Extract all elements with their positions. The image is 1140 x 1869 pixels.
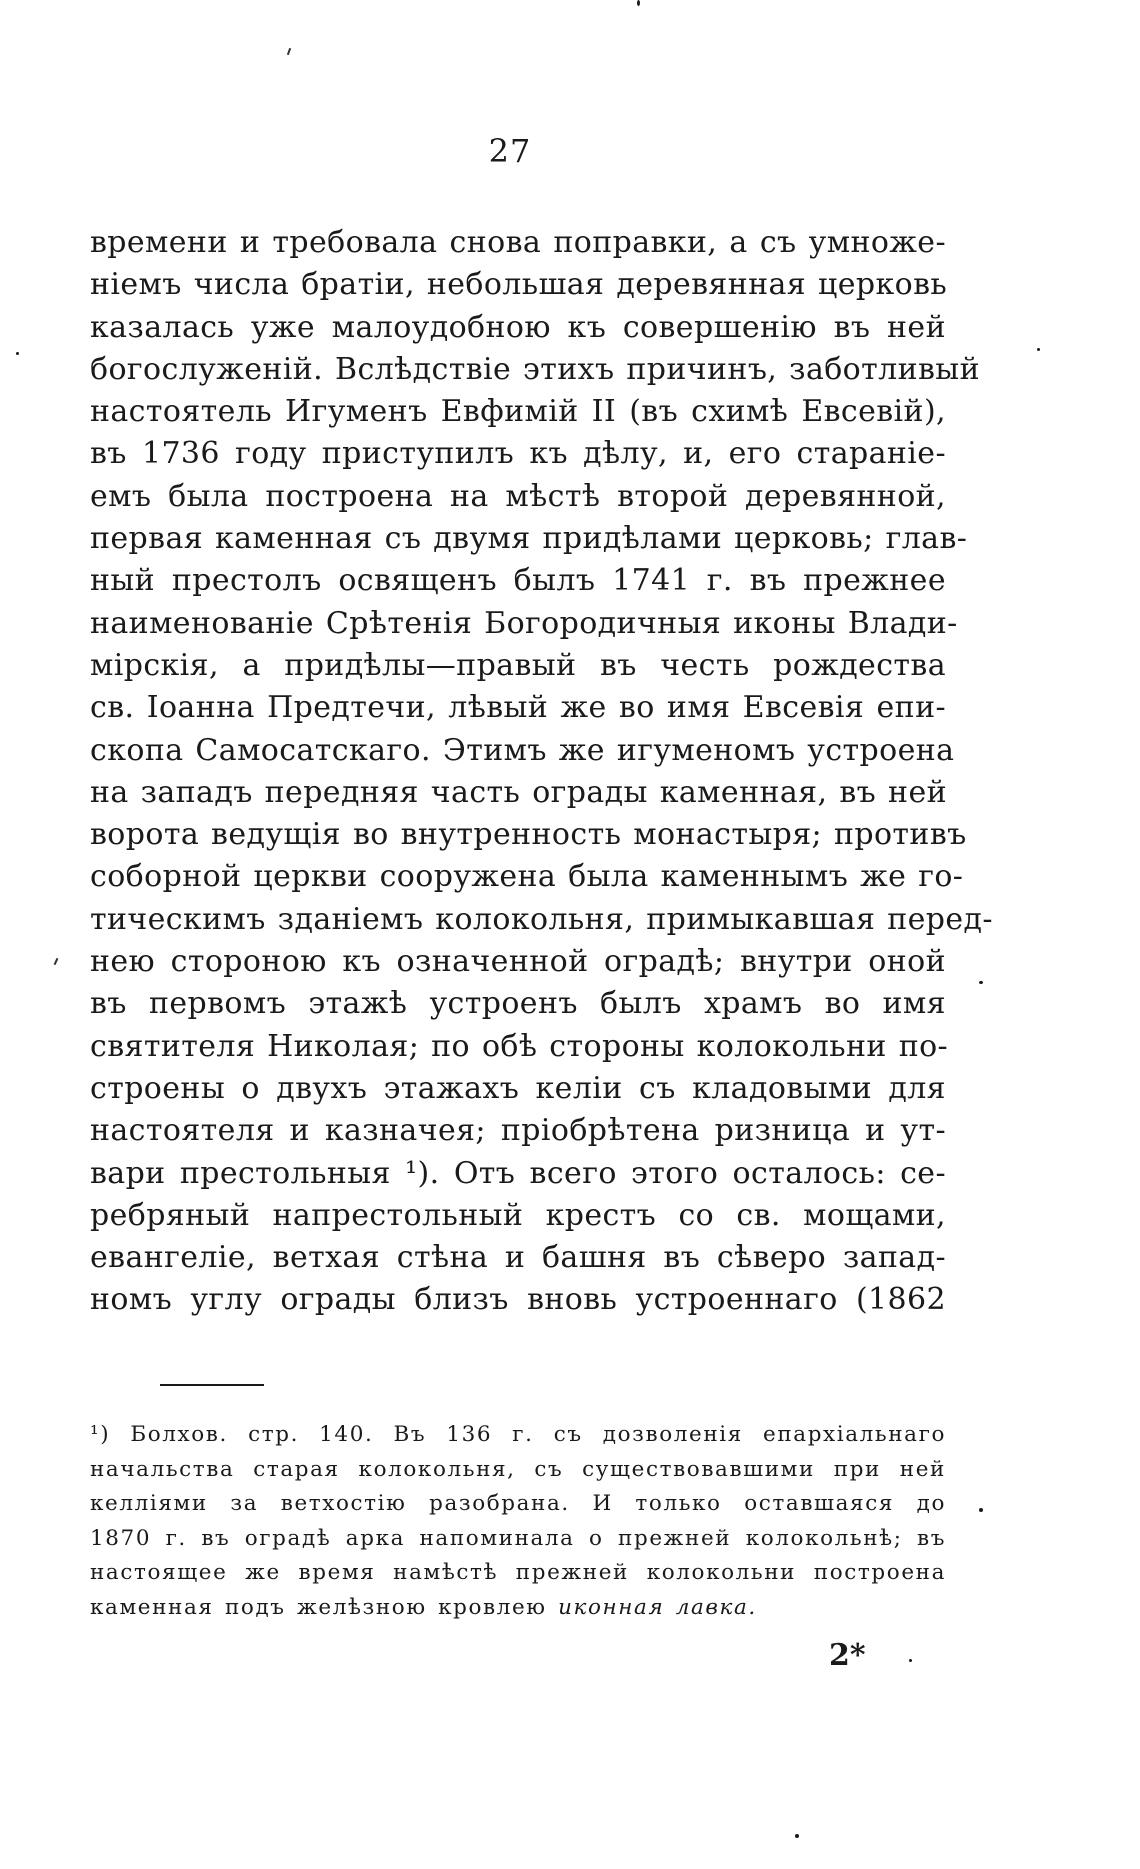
- body-text: [90, 222, 993, 1322]
- footnote-line: келліями за ветхостію разобрана. И только оставшаяся до: [90, 1491, 946, 1516]
- footnote-last-line-text: каменная подъ желѣзною кровлею: [90, 1594, 547, 1620]
- scan-speck: [287, 48, 291, 55]
- scan-speck: [637, 0, 640, 6]
- footnote-line: настоящее же время намѣстѣ прежней колокольни построена: [90, 1560, 946, 1585]
- scan-speck: [54, 958, 59, 965]
- body-line: настоятеля и казначея; пріобрѣтена ризница и ут-: [90, 1113, 946, 1149]
- body-line: ніемъ числа братіи, небольшая деревянная церковь: [90, 267, 948, 303]
- body-line: настоятель Игуменъ Евфимій II (въ схимѣ Евсевій),: [90, 394, 946, 430]
- body-line: казалась уже малоудобною къ совершенію въ ней: [90, 309, 946, 345]
- scan-speck: [979, 1508, 983, 1512]
- body-line: времени и требовала снова поправки, а съ умноже-: [90, 225, 946, 260]
- page-number: 27: [488, 132, 532, 170]
- body-line: святителя Николая; по обѣ стороны колокольни по-: [90, 1028, 949, 1064]
- body-line: первая каменная съ двумя придѣлами церковь; глав-: [90, 521, 968, 557]
- body-line: вари престольныя ¹). Отъ всего этого осталось: се-: [90, 1155, 946, 1191]
- footnote-divider: [160, 1384, 264, 1386]
- scan-speck: [795, 1834, 799, 1838]
- body-line: въ первомъ этажѣ устроенъ былъ храмъ во имя: [90, 986, 946, 1022]
- body-line: мірскія, а придѣлы—правый въ честь рождества: [90, 647, 946, 683]
- footnote-italic-phrase: иконная лавка.: [558, 1594, 757, 1620]
- body-line: соборной церкви сооружена была каменнымъ же го-: [90, 859, 964, 895]
- body-line: тическимъ зданіемъ колокольня, примыкавшая перед-: [90, 901, 993, 937]
- body-line: въ 1736 году приступилъ къ дѣлу, и, его стараніе-: [90, 436, 946, 472]
- scan-speck: [979, 981, 983, 984]
- footnote: [90, 1418, 946, 1625]
- body-line: св. Іоанна Предтечи, лѣвый же во имя Евсевія епи-: [90, 690, 946, 726]
- footnote-line: начальства старая колокольня, съ существовавшими при ней: [90, 1456, 946, 1482]
- body-line: номъ углу ограды близъ вновь устроеннаго (1862: [90, 1282, 946, 1318]
- body-line: на западъ передняя часть ограды каменная, въ ней: [90, 774, 947, 810]
- body-line: нею стороною къ означенной оградѣ; внутри оной: [90, 944, 946, 980]
- body-line: ребряный напрестольный крестъ со св. мощами,: [90, 1197, 946, 1233]
- footnote-last-line: [90, 1591, 946, 1626]
- scan-speck: [16, 352, 19, 355]
- body-line: емъ была построена на мѣстѣ второй деревянной,: [90, 478, 946, 514]
- scan-speck: [1037, 348, 1040, 351]
- body-line: ворота ведущія во внутренность монастыря; противъ: [90, 817, 967, 853]
- body-line: наименованіе Срѣтенія Богородичныя иконы Влади-: [90, 605, 958, 641]
- body-line: строены о двухъ этажахъ келіи съ кладовыми для: [90, 1070, 946, 1106]
- scan-speck: [909, 1659, 912, 1662]
- body-line: ный престолъ освященъ былъ 1741 г. въ прежнее: [90, 563, 946, 599]
- signature-mark: 2*: [829, 1638, 866, 1673]
- footnote-line: ¹) Болхов. стр. 140. Въ 136 г. съ дозволенія епархіальнаго: [90, 1422, 946, 1447]
- body-line: богослуженій. Вслѣдствіе этихъ причинъ, заботливый: [90, 351, 980, 387]
- footnote-line: 1870 г. въ оградѣ арка напоминала о прежней колокольнѣ; въ: [90, 1525, 946, 1551]
- body-line: скопа Самосатскаго. Этимъ же игуменомъ устроена: [90, 732, 955, 768]
- body-line: евангеліе, ветхая стѣна и башня въ сѣверо запад-: [90, 1240, 946, 1276]
